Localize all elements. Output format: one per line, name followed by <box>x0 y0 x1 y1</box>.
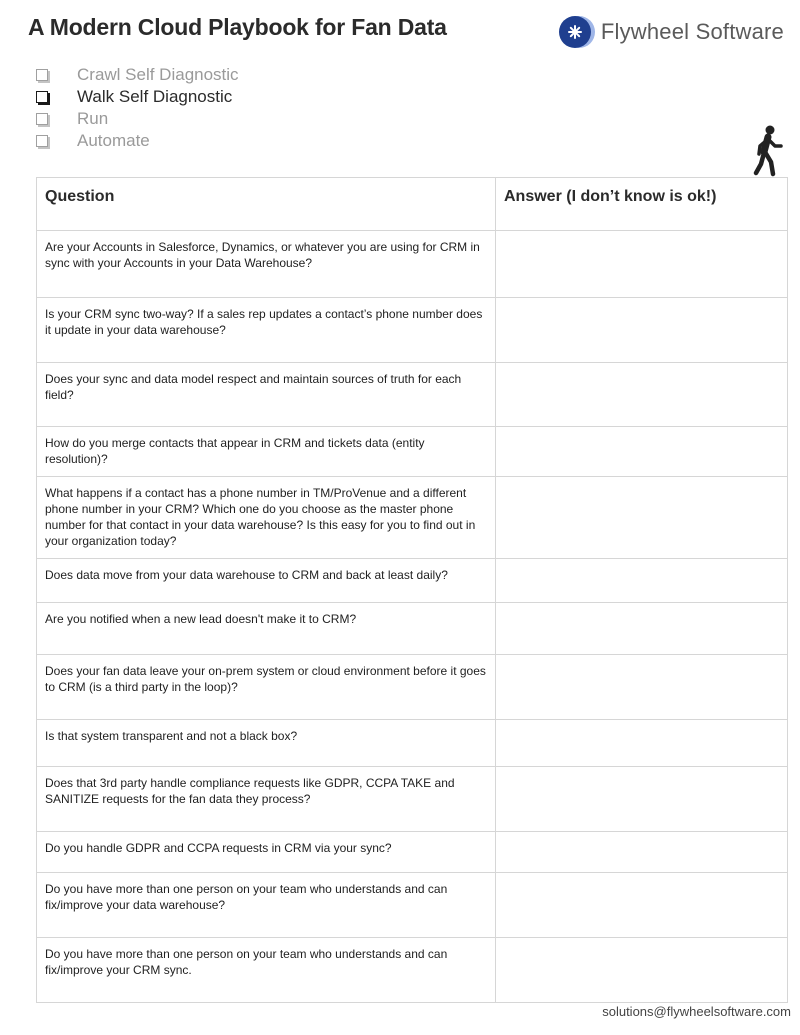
stage-checklist <box>36 64 239 152</box>
answer-cell[interactable] <box>496 559 788 603</box>
step-label: Crawl Self Diagnostic <box>77 65 239 84</box>
table-row <box>37 231 788 298</box>
step-crawl <box>36 64 239 86</box>
table-row <box>37 873 788 938</box>
page-title: A Modern Cloud Playbook for Fan Data <box>28 14 447 40</box>
answer-cell[interactable] <box>496 873 788 938</box>
table-row <box>37 655 788 720</box>
checkbox-icon[interactable] <box>36 91 48 103</box>
checkbox-icon[interactable] <box>36 113 48 125</box>
step-automate <box>36 130 239 152</box>
checkbox-icon[interactable] <box>36 135 48 147</box>
answer-cell[interactable] <box>496 655 788 720</box>
answer-column-header: Answer (I don’t know is ok!) <box>496 178 788 231</box>
table-row <box>37 477 788 559</box>
question-cell: Does data move from your data warehouse to CRM and back at least daily? <box>37 559 496 603</box>
question-cell: Does your sync and data model respect and maintain sources of truth for each field? <box>37 363 496 427</box>
answer-cell[interactable] <box>496 603 788 655</box>
checkbox-icon[interactable] <box>36 69 48 81</box>
step-walk <box>36 86 239 108</box>
answer-cell[interactable] <box>496 427 788 477</box>
answer-cell[interactable] <box>496 720 788 767</box>
walking-person-icon <box>752 124 788 178</box>
contact-email: solutions@flywheelsoftware.com <box>602 1004 791 1019</box>
question-cell: Are you notified when a new lead doesn't make it to CRM? <box>37 603 496 655</box>
question-cell: Do you have more than one person on your team who understands and can fix/improve your data warehouse? <box>37 873 496 938</box>
answer-cell[interactable] <box>496 477 788 559</box>
step-label: Walk Self Diagnostic <box>77 87 233 106</box>
brand-name: Flywheel Software <box>600 19 784 44</box>
question-column-header: Question <box>37 178 496 231</box>
answer-cell[interactable] <box>496 767 788 832</box>
question-cell: How do you merge contacts that appear in CRM and tickets data (entity resolution)? <box>37 427 496 477</box>
question-cell: Do you have more than one person on your team who understands and can fix/improve your CRM sync. <box>37 938 496 1003</box>
question-cell: Is your CRM sync two-way? If a sales rep updates a contact’s phone number does it update in your data warehouse? <box>37 298 496 363</box>
question-cell: Does that 3rd party handle compliance requests like GDPR, CCPA TAKE and SANITIZE requests for the fan data they process? <box>37 767 496 832</box>
table-row <box>37 832 788 873</box>
question-cell: What happens if a contact has a phone number in TM/ProVenue and a different phone number in your CRM? Which one do you choose as the master phone number for that contact in your data warehouse? Is this easy for you to find out in your organization today? <box>37 477 496 559</box>
table-row <box>37 767 788 832</box>
table-row <box>37 559 788 603</box>
question-cell: Do you handle GDPR and CCPA requests in CRM via your sync? <box>37 832 496 873</box>
table-row <box>37 298 788 363</box>
question-cell: Does your fan data leave your on-prem system or cloud environment before it goes to CRM (is a third party in the loop)? <box>37 655 496 720</box>
brand <box>559 14 784 50</box>
step-label: Automate <box>77 131 150 150</box>
answer-cell[interactable] <box>496 363 788 427</box>
table-header-row <box>37 178 788 231</box>
flywheel-logo-icon <box>559 16 591 48</box>
question-cell: Are your Accounts in Salesforce, Dynamics, or whatever you are using for CRM in sync with your Accounts in your Data Warehouse? <box>37 231 496 298</box>
question-cell: Is that system transparent and not a black box? <box>37 720 496 767</box>
table-row <box>37 720 788 767</box>
table-row <box>37 603 788 655</box>
table-row <box>37 938 788 1003</box>
step-run <box>36 108 239 130</box>
step-label: Run <box>77 109 109 128</box>
table-row <box>37 363 788 427</box>
answer-cell[interactable] <box>496 298 788 363</box>
table-row <box>37 427 788 477</box>
answer-cell[interactable] <box>496 832 788 873</box>
answer-cell[interactable] <box>496 231 788 298</box>
answer-cell[interactable] <box>496 938 788 1003</box>
diagnostic-table <box>36 177 788 1003</box>
